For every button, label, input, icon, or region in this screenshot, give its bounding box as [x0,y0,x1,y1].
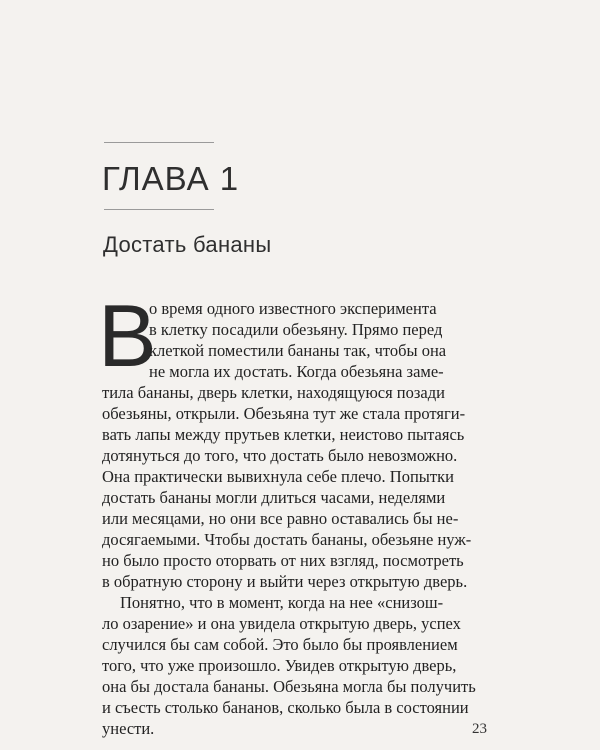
top-divider [104,142,214,143]
text-line: того, что уже произошло. Увидев открытую дверь, [102,656,457,675]
text-line: или месяцами, но они все равно оставались бы не- [102,509,459,528]
chapter-title: ГЛАВА 1 [102,160,240,197]
text-line: о время одного известного эксперимента [149,299,437,318]
text-line: Она практически вывихнула себе плечо. Попытки [102,467,454,486]
text-line: дотянуться до того, что достать было невозможно. [102,446,458,465]
text-line: вать лапы между прутьев клетки, неистово пытаясь [102,425,465,444]
text-line: досягаемыми. Чтобы достать бананы, обезьяне нуж- [102,530,472,549]
text-line: тила бананы, дверь клетки, находящуюся позади [102,383,445,402]
bottom-divider [104,209,214,210]
text-line: обезьяны, открыли. Обезьяна тут же стала протяги- [102,404,466,423]
text-line: унести. [102,719,155,738]
text-line: и съесть столько бананов, сколько была в состоянии [102,698,469,717]
text-line: но было просто оторвать от них взгляд, посмотреть [102,551,464,570]
text-line: в клетку посадили обезьяну. Прямо перед [149,320,443,339]
chapter-subtitle: Достать бананы [103,232,272,257]
text-line: не могла их достать. Когда обезьяна заме- [149,362,444,381]
text-line: случился бы сам собой. Это было бы проявлением [102,635,458,654]
text-line: в обратную сторону и выйти через открытую дверь. [102,572,468,591]
drop-cap: В [98,286,157,385]
text-line: достать бананы могли длиться часами, неделями [102,488,446,507]
text-line: она бы достала бананы. Обезьяна могла бы получить [102,677,476,696]
text-line: клеткой поместили бананы так, чтобы она [149,341,447,360]
text-line: Понятно, что в момент, когда на нее «снизош- [120,593,444,612]
text-line: ло озарение» и она увидела открытую дверь, успех [102,614,461,633]
page-number: 23 [472,721,487,737]
